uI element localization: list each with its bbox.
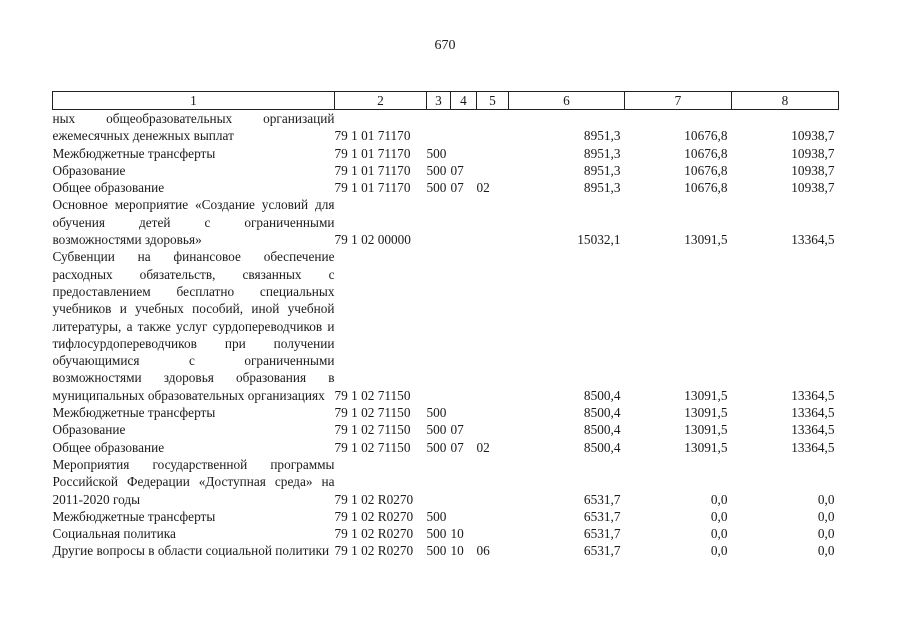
row-target-article: 79 1 02 R0270	[334, 543, 414, 559]
row-expense-type: 500	[426, 145, 447, 161]
row-subsection	[477, 110, 509, 145]
table-row	[53, 162, 839, 179]
row-name: Межбюджетные трансферты	[52, 405, 216, 421]
row-value-col8: 0,0	[817, 543, 835, 559]
row-value-col7: 13091,5	[684, 422, 728, 438]
row-value-col7: 13091,5	[684, 232, 728, 248]
row-section	[451, 248, 477, 404]
row-name: Общее образование	[52, 439, 165, 455]
table-row	[53, 145, 839, 162]
row-value-col6: 6531,7	[583, 508, 621, 524]
row-section	[451, 196, 477, 248]
row-value-col7: 13091,5	[684, 405, 728, 421]
table-row	[53, 421, 839, 438]
row-name: Социальная политика	[52, 526, 176, 542]
row-value-col8: 13364,5	[791, 387, 835, 403]
row-subsection	[477, 145, 509, 162]
row-expense-type	[427, 196, 451, 248]
row-subsection	[477, 404, 509, 421]
header-col-1: 1	[53, 92, 335, 110]
row-name: Образование	[52, 422, 126, 438]
header-col-3: 3	[427, 92, 451, 110]
table-body	[53, 110, 839, 560]
row-name: Межбюджетные трансферты	[52, 508, 216, 524]
row-value-col8: 13364,5	[791, 232, 835, 248]
row-value-col8: 13364,5	[791, 405, 835, 421]
row-expense-type	[427, 110, 451, 145]
row-section: 07	[450, 180, 464, 196]
row-value-col8: 10938,7	[791, 180, 835, 196]
row-subsection	[477, 196, 509, 248]
row-name: Субвенции на финансовое обеспечение расходных обязательств, связанных с предоставлением бесплатно специальных учебников и учебных пособий, иной учебной литературы, а также услуг сурдопереводчиков и тифлосурдопереводчиков при получении обучающимися с ограниченными возможностями здоровья образования в муниципальных образовательных организациях	[52, 249, 335, 403]
row-value-col7: 10676,8	[684, 162, 728, 178]
row-subsection	[477, 162, 509, 179]
row-subsection: 02	[476, 439, 490, 455]
row-name: Другие вопросы в области социальной политики	[52, 543, 330, 559]
header-col-5: 5	[477, 92, 509, 110]
row-value-col8: 10938,7	[791, 145, 835, 161]
table-row	[53, 248, 839, 404]
header-col-2: 2	[335, 92, 427, 110]
row-target-article: 79 1 01 71170	[334, 145, 411, 161]
table-row	[53, 456, 839, 508]
row-name: Мероприятия государственной программы Российской Федерации «Доступная среда» на 2011-2020 годы	[52, 456, 335, 507]
page-number: 670	[434, 38, 456, 53]
row-name: Основное мероприятие «Создание условий для обучения детей с ограниченными возможностями здоровья»	[52, 197, 335, 248]
row-value-col8: 0,0	[817, 526, 835, 542]
row-value-col7: 10676,8	[684, 145, 728, 161]
row-expense-type	[427, 456, 451, 508]
header-col-7: 7	[625, 92, 732, 110]
row-value-col8: 0,0	[817, 508, 835, 524]
row-target-article: 79 1 02 71150	[334, 387, 411, 403]
row-target-article: 79 1 01 71170	[334, 128, 411, 144]
table-row	[53, 525, 839, 542]
row-expense-type	[427, 248, 451, 404]
row-name: Общее образование	[52, 180, 165, 196]
table-row	[53, 179, 839, 196]
row-value-col6: 8500,4	[583, 422, 621, 438]
row-value-col6: 6531,7	[583, 543, 621, 559]
row-name: ных общеобразовательных организаций ежемесячных денежных выплат	[52, 111, 335, 144]
row-section	[451, 110, 477, 145]
row-value-col7: 13091,5	[684, 387, 728, 403]
row-section: 10	[450, 526, 464, 542]
row-value-col6: 8500,4	[583, 439, 621, 455]
table-row	[53, 508, 839, 525]
row-value-col7: 0,0	[710, 491, 728, 507]
row-section: 07	[450, 439, 464, 455]
row-value-col6: 8951,3	[583, 162, 621, 178]
budget-table	[52, 91, 839, 560]
row-target-article: 79 1 02 R0270	[334, 491, 414, 507]
row-section	[451, 404, 477, 421]
row-value-col8: 10938,7	[791, 128, 835, 144]
row-value-col6: 6531,7	[583, 526, 621, 542]
table-row	[53, 439, 839, 456]
row-subsection	[477, 248, 509, 404]
row-section: 07	[450, 422, 464, 438]
row-value-col6: 8951,3	[583, 180, 621, 196]
row-subsection	[477, 525, 509, 542]
row-section	[451, 145, 477, 162]
row-expense-type: 500	[426, 543, 447, 559]
row-value-col8: 10938,7	[791, 162, 835, 178]
row-expense-type: 500	[426, 405, 447, 421]
header-col-4: 4	[451, 92, 477, 110]
row-expense-type: 500	[426, 526, 447, 542]
row-value-col6: 8500,4	[583, 387, 621, 403]
table-row	[53, 110, 839, 145]
row-section	[451, 456, 477, 508]
row-expense-type: 500	[426, 508, 447, 524]
row-subsection	[477, 421, 509, 438]
row-subsection	[477, 508, 509, 525]
row-value-col7: 0,0	[710, 508, 728, 524]
row-target-article: 79 1 01 71170	[334, 180, 411, 196]
row-target-article: 79 1 01 71170	[334, 162, 411, 178]
row-value-col7: 0,0	[710, 543, 728, 559]
row-value-col7: 10676,8	[684, 128, 728, 144]
row-subsection: 06	[476, 543, 490, 559]
table-row	[53, 196, 839, 248]
row-value-col7: 13091,5	[684, 439, 728, 455]
row-target-article: 79 1 02 71150	[334, 405, 411, 421]
row-subsection	[477, 456, 509, 508]
row-expense-type: 500	[426, 439, 447, 455]
row-value-col8: 0,0	[817, 491, 835, 507]
row-value-col8: 13364,5	[791, 422, 835, 438]
row-target-article: 79 1 02 71150	[334, 422, 411, 438]
row-value-col6: 8500,4	[583, 405, 621, 421]
table-row	[53, 542, 839, 559]
table-row	[53, 404, 839, 421]
row-name: Образование	[52, 162, 126, 178]
header-col-6: 6	[509, 92, 625, 110]
row-target-article: 79 1 02 R0270	[334, 526, 414, 542]
row-name: Межбюджетные трансферты	[52, 145, 216, 161]
row-value-col6: 8951,3	[583, 128, 621, 144]
row-section	[451, 508, 477, 525]
row-value-col6: 6531,7	[583, 491, 621, 507]
row-target-article: 79 1 02 71150	[334, 439, 411, 455]
row-value-col6: 15032,1	[577, 232, 621, 248]
row-section: 10	[450, 543, 464, 559]
row-expense-type: 500	[426, 422, 447, 438]
row-expense-type: 500	[426, 162, 447, 178]
row-value-col8: 13364,5	[791, 439, 835, 455]
header-col-8: 8	[732, 92, 839, 110]
header-row	[53, 92, 839, 110]
row-value-col7: 0,0	[710, 526, 728, 542]
row-target-article: 79 1 02 R0270	[334, 508, 414, 524]
row-value-col6: 8951,3	[583, 145, 621, 161]
row-expense-type: 500	[426, 180, 447, 196]
row-target-article: 79 1 02 00000	[334, 232, 411, 248]
row-section: 07	[450, 162, 464, 178]
row-value-col7: 10676,8	[684, 180, 728, 196]
row-subsection: 02	[476, 180, 490, 196]
